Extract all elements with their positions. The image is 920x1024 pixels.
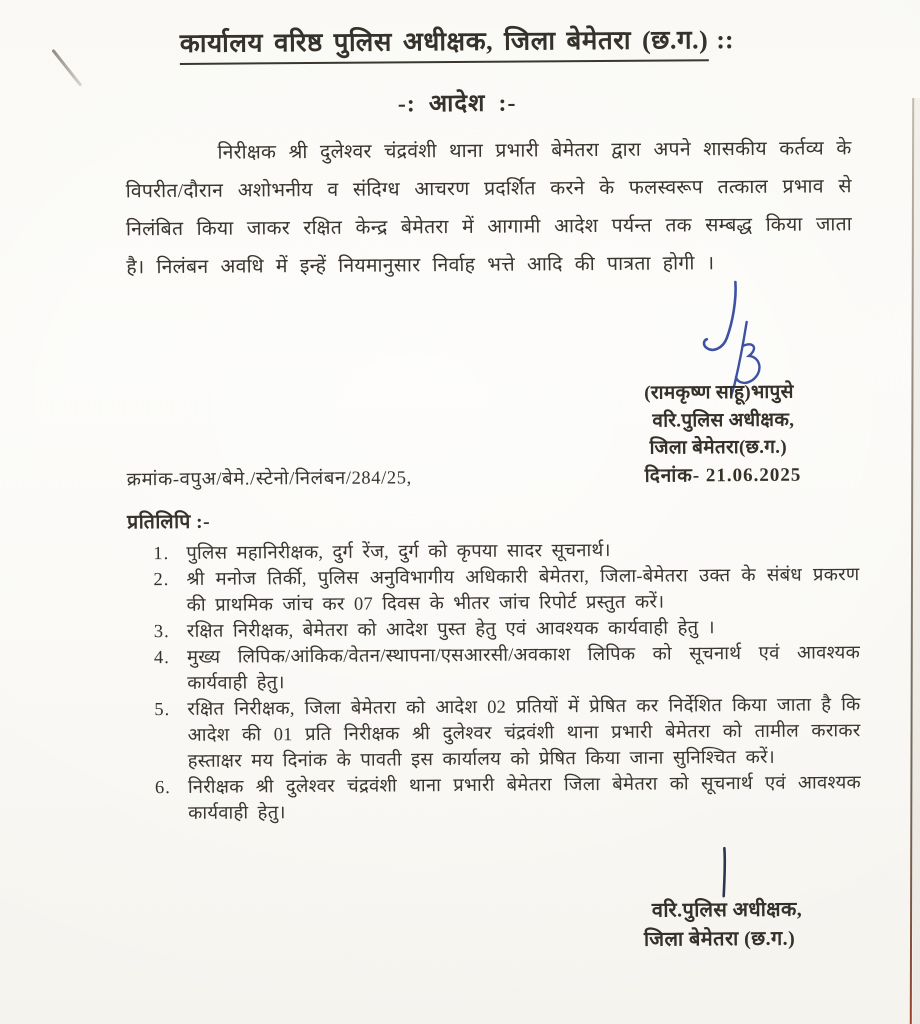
list-item-number: 6. <box>154 778 171 799</box>
copy-to-label: प्रतिलिपि :- <box>126 511 211 534</box>
list-item-number: 2. <box>153 570 170 591</box>
signatory-name: (रामकृष्ण साहू)भापुसे <box>644 381 794 404</box>
list-item <box>153 562 859 619</box>
header <box>0 19 917 66</box>
paper-edge-shade <box>913 98 920 1024</box>
list-item <box>154 640 860 697</box>
signatory-designation: वरि.पुलिस अधीक्षक, <box>652 409 795 432</box>
bottom-signatory-designation: वरि.पुलिस अधीक्षक, <box>651 898 803 922</box>
list-item-number: 3. <box>153 622 170 643</box>
list-item-number: 4. <box>153 648 170 669</box>
bottom-signatory-block <box>644 895 894 955</box>
list-item-text: पुलिस महानिरीक्षक, दुर्ग रेंज, दुर्ग को कृपया सादर सूचनार्थ। <box>186 540 611 564</box>
list-item <box>154 692 861 775</box>
list-item-text: निरीक्षक श्री दुलेश्वर चंद्रवंशी थाना प्रभारी बेमेतरा जिला बेमेतरा को सूचनार्थ एवं आवश्यक कार्यवाही हेतु। <box>187 773 861 824</box>
order-heading: -: आदेश :- <box>397 90 517 118</box>
order-body-paragraph: निरीक्षक श्री दुलेश्वर चंद्रवंशी थाना प्रभारी बेमेतरा द्वारा अपने शासकीय कर्तव्य के विपरीत/दौरान अशोभनीय व संदिग्ध आचरण प्रदर्शित करने के फलस्वरूप तत्काल प्रभाव से निलंबित किया जाकर रक्षित केन्द्र बेमेतरा में आगामी आदेश पर्यन्त तक सम्बद्ध किया जाता है। निलंबन अवधि में इन्हें नियमानुसार निर्वाह भत्ते आदि की पात्रता होगी । <box>125 138 853 279</box>
signatory-block <box>644 378 895 490</box>
list-item-text: मुख्य लिपिक/आंकिक/वेतन/स्थापना/एसआरसी/अवकाश लिपिक को सूचनार्थ एवं आवश्यक कार्यवाही हेतु। <box>186 643 861 694</box>
page-title: कार्यालय वरिष्ठ पुलिस अधीक्षक, जिला बेमेतरा (छ.ग.) <box>180 20 709 65</box>
list-item-text: रक्षित निरीक्षक, बेमेतरा को आदेश पुस्त हेतु एवं आवश्यक कार्यवाही हेतु । <box>186 618 715 642</box>
order-date: दिनांक- 21.06.2025 <box>644 464 802 487</box>
bottom-signatory-district: जिला बेमेतरा (छ.ग.) <box>643 927 796 951</box>
copy-to-list <box>153 536 861 827</box>
list-item-text: श्री मनोज तिर्की, पुलिस अनुविभागीय अधिकारी बेमेतरा, जिला-बेमेतरा उक्त के संबंध प्रकरण की प्राथमिक जांच कर 07 दिवस के भीतर जांच रिपोर्ट प्रस्तुत करें। <box>186 565 860 616</box>
list-item <box>155 770 861 827</box>
title-colon-suffix: :: <box>716 25 734 55</box>
list-item-text: रक्षित निरीक्षक, जिला बेमेतरा को आदेश 02 प्रतियों में प्रेषित कर निर्देशित किया जाता है कि आदेश की 01 प्रति निरीक्षक श्री दुलेश्वर चंद्रवंशी थाना प्रभारी बेमेतरा को तामील कराकर हस्ताक्षर मय दिनांक के पावती इस कार्यालय को प्रेषित किया जाना सुनिश्चित करें। <box>187 695 861 772</box>
reference-number: क्रमांक-वपुअ/बेमे./स्टेनो/निलंबन/284/25, <box>126 468 412 491</box>
list-item-number: 1. <box>153 544 170 565</box>
signatory-district: जिला बेमेतरा(छ.ग.) <box>649 436 788 459</box>
bottom-signature-ink <box>708 844 738 902</box>
list-item-number: 5. <box>154 700 171 721</box>
